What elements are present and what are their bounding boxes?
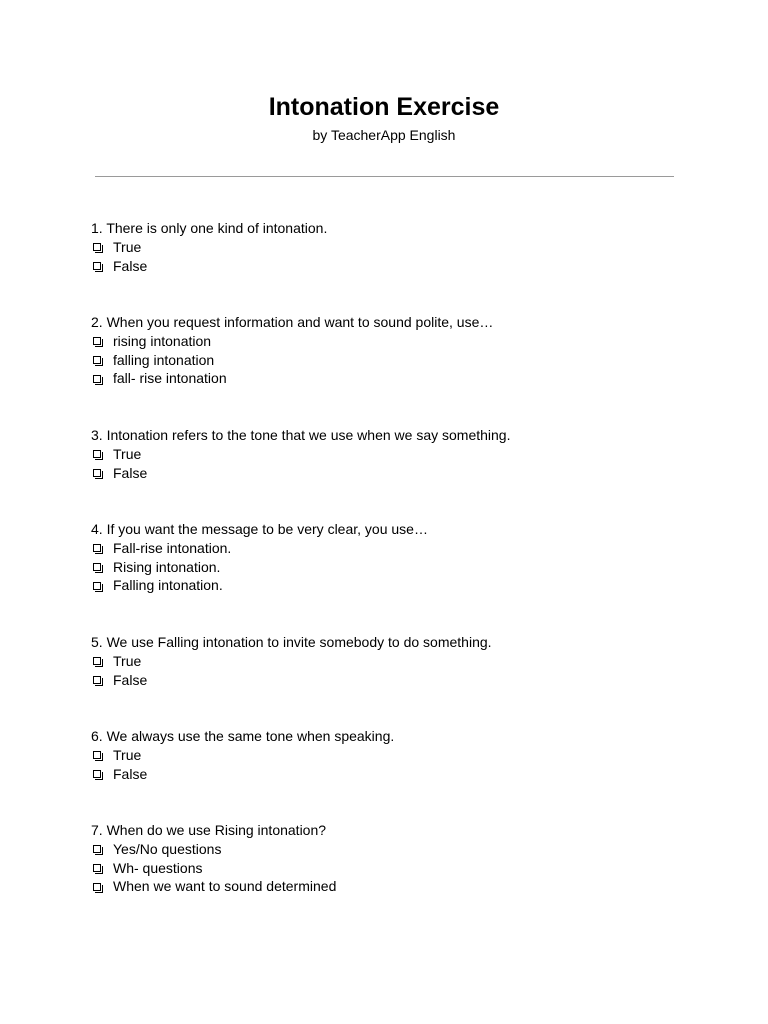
option-label: True [113,652,142,669]
option-label: Rising intonation. [113,558,221,575]
answer-option[interactable] [91,671,731,690]
option-label: True [113,238,142,255]
checkbox-icon[interactable] [93,676,101,684]
checkbox-icon[interactable] [93,582,101,590]
checkbox-icon[interactable] [93,469,101,477]
option-label: When we want to sound determined [113,878,337,895]
checkbox-icon[interactable] [93,337,101,345]
checkbox-icon[interactable] [93,356,101,364]
question-text: 6. We always use the same tone when speaking. [91,728,395,744]
answer-option[interactable] [91,539,731,558]
question-7 [91,821,731,896]
checkbox-icon[interactable] [93,563,101,571]
option-label: Falling intonation. [113,577,223,594]
checkbox-icon[interactable] [93,770,101,778]
question-text: 4. If you want the message to be very clear, you use… [91,521,428,537]
option-label: False [113,671,148,688]
answer-option[interactable] [91,257,731,276]
option-label: False [113,464,148,481]
option-label: False [113,257,148,274]
question-2 [91,313,731,388]
option-label: falling intonation [113,351,215,368]
answer-option[interactable] [91,445,731,464]
answer-option[interactable] [91,840,731,859]
checkbox-icon[interactable] [93,262,101,270]
page-subtitle: by TeacherApp English [312,127,456,143]
option-label: False [113,765,148,782]
option-label: True [113,445,142,462]
checkbox-icon[interactable] [93,375,101,383]
answer-option[interactable] [91,652,731,671]
answer-option[interactable] [91,351,731,370]
answer-option[interactable] [91,859,731,878]
answer-option[interactable] [91,877,731,896]
checkbox-icon[interactable] [93,864,101,872]
question-3 [91,426,731,482]
option-label: rising intonation [113,332,212,349]
question-4 [91,520,731,595]
answer-option[interactable] [91,765,731,784]
answer-option[interactable] [91,576,731,595]
answer-option[interactable] [91,369,731,388]
answer-option[interactable] [91,464,731,483]
checkbox-icon[interactable] [93,751,101,759]
answer-option[interactable] [91,746,731,765]
option-label: Fall-rise intonation. [113,539,232,556]
question-1 [91,219,731,275]
checkbox-icon[interactable] [93,450,101,458]
option-label: fall- rise intonation [113,370,227,387]
question-text: 2. When you request information and want to sound polite, use… [91,314,494,330]
question-5 [91,633,731,689]
answer-option[interactable] [91,332,731,351]
answer-option[interactable] [91,558,731,577]
checkbox-icon[interactable] [93,657,101,665]
checkbox-icon[interactable] [93,845,101,853]
question-text: 5. We use Falling intonation to invite somebody to do something. [91,634,492,650]
checkbox-icon[interactable] [93,243,101,251]
question-6 [91,727,731,783]
question-text: 3. Intonation refers to the tone that we use when we say something. [91,427,511,443]
option-label: Yes/No questions [113,840,222,857]
checkbox-icon[interactable] [93,544,101,552]
title-divider [95,176,674,177]
question-text: 7. When do we use Rising intonation? [91,822,327,838]
checkbox-icon[interactable] [93,883,101,891]
option-label: Wh- questions [113,859,203,876]
option-label: True [113,746,142,763]
answer-option[interactable] [91,238,731,257]
page-title: Intonation Exercise [268,93,500,121]
question-text: 1. There is only one kind of intonation. [91,220,328,236]
